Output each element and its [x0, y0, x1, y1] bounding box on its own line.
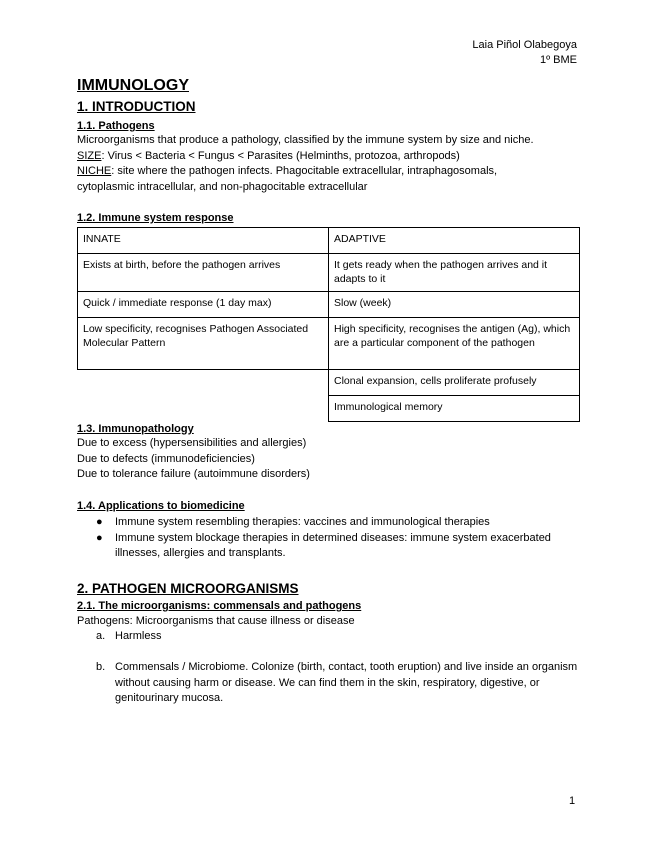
list-item	[77, 515, 582, 531]
list-item	[77, 660, 582, 707]
table-cell-innate-header: INNATE	[78, 228, 329, 254]
size-label: SIZE	[77, 150, 102, 162]
table-cell: Exists at birth, before the pathogen arrives	[78, 254, 329, 292]
section-1-heading: 1. INTRODUCTION	[77, 99, 196, 114]
header-course: 1º BME	[539, 54, 577, 66]
bullet-icon: ●	[96, 531, 103, 544]
table-cell-empty	[78, 370, 329, 396]
microorganism-list-a	[77, 629, 582, 645]
list-item-text: Immune system blockage therapies in determined diseases: immune system exacerbated illnesses, allergies and transplants.	[115, 531, 551, 559]
list-item	[77, 629, 582, 645]
table-row	[78, 292, 580, 318]
table-row	[78, 254, 580, 292]
immunopathology-line: Due to excess (hypersensibilities and allergies)	[77, 437, 307, 449]
table-cell: Quick / immediate response (1 day max)	[78, 292, 329, 318]
table-cell: Immunological memory	[329, 396, 580, 422]
microorganism-list-b	[77, 660, 582, 707]
bullet-icon: ●	[96, 516, 103, 528]
subsection-1-2-heading: 1.2. Immune system response	[77, 212, 234, 224]
table-cell: It gets ready when the pathogen arrives and it adapts to it	[329, 254, 580, 292]
table-cell-empty	[78, 396, 329, 422]
pathogens-definition: Microorganisms that produce a pathology, classified by the immune system by size and niche.	[77, 134, 534, 146]
immunopathology-line: Due to tolerance failure (autoimmune disorders)	[77, 468, 310, 480]
subsection-1-4-heading: 1.4. Applications to biomedicine	[77, 500, 245, 512]
table-cell: High specificity, recognises the antigen (Ag), which are a particular component of the pathogen	[329, 318, 580, 370]
table-row	[78, 370, 580, 396]
niche-label: NICHE	[77, 165, 112, 177]
list-marker: b.	[96, 661, 106, 673]
list-item-text: Harmless	[115, 630, 162, 642]
list-item-text: Commensals / Microbiome. Colonize (birth, contact, tooth eruption) and live inside an organism without causing harm or disease. We can find them in the skin, respiratory, digestive, or genitourinary mucosa.	[115, 661, 578, 704]
table-row	[78, 396, 580, 422]
list-item-text: Immune system resembling therapies: vaccines and immunological therapies	[115, 516, 490, 528]
table-row	[78, 318, 580, 370]
section-2-heading: 2. PATHOGEN MICROORGANISMS	[77, 581, 299, 596]
niche-paragraph	[77, 164, 547, 195]
table-cell-adaptive-header: ADAPTIVE	[329, 228, 580, 254]
subsection-1-3-heading: 1.3. Immunopathology	[77, 423, 194, 435]
niche-text: : site where the pathogen infects. Phagocitable extracellular, intraphagosomals, cytoplasmic intracellular, and non-phagocitable extracellular	[77, 165, 498, 193]
table-row	[78, 228, 580, 254]
list-marker: a.	[96, 630, 106, 642]
header-author: Laia Piñol Olabegoya	[472, 39, 577, 51]
document-title: IMMUNOLOGY	[77, 77, 189, 94]
list-item	[77, 531, 582, 562]
immune-response-table	[77, 227, 580, 422]
immunopathology-line: Due to defects (immunodeficiencies)	[77, 453, 255, 465]
table-cell: Clonal expansion, cells proliferate profusely	[329, 370, 580, 396]
applications-list	[77, 515, 582, 562]
pathogens-intro: Pathogens: Microorganisms that cause illness or disease	[77, 615, 355, 627]
page-number: 1	[569, 795, 576, 807]
size-text: : Virus < Bacteria < Fungus < Parasites (Helminths, protozoa, arthropods)	[101, 150, 460, 162]
subsection-1-1-heading: 1.1. Pathogens	[77, 120, 155, 132]
subsection-2-1-heading: 2.1. The microorganisms: commensals and pathogens	[77, 600, 362, 612]
table-cell: Slow (week)	[329, 292, 580, 318]
table-cell: Low specificity, recognises Pathogen Associated Molecular Pattern	[78, 318, 329, 370]
size-paragraph	[77, 149, 582, 165]
